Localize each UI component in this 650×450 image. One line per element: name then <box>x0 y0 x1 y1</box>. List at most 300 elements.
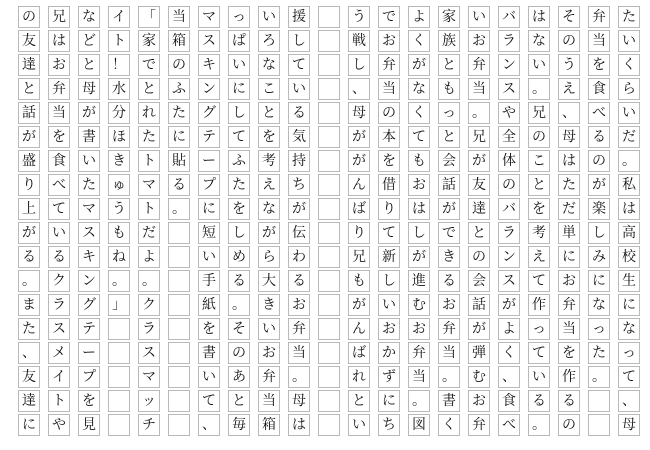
grid-cell: ラ <box>138 318 160 340</box>
grid-cell: 、 <box>18 342 40 364</box>
grid-cell: 会 <box>438 150 460 172</box>
grid-cell: お <box>558 270 580 292</box>
grid-cell: ン <box>198 78 220 100</box>
grid-cell: 水 <box>108 78 130 100</box>
grid-cell: ト <box>138 150 160 172</box>
grid-cell: し <box>228 102 250 124</box>
grid-cell: で <box>138 54 160 76</box>
grid-cell: っ <box>528 318 550 340</box>
grid-cell: り <box>18 174 40 196</box>
grid-cell: ！ <box>108 54 130 76</box>
grid-cell <box>168 246 190 268</box>
grid-cell: が <box>408 246 430 268</box>
grid-cell: べ <box>498 414 520 436</box>
grid-cell: っ <box>228 6 250 28</box>
grid-cell: し <box>288 30 310 52</box>
grid-cell: 弁 <box>288 318 310 340</box>
grid-cell <box>108 318 130 340</box>
grid-cell: 戦 <box>348 30 370 52</box>
grid-cell: る <box>288 102 310 124</box>
grid-cell: く <box>438 414 460 436</box>
grid-cell: 弁 <box>438 318 460 340</box>
grid-cell: テ <box>78 318 100 340</box>
grid-cell: ら <box>618 78 640 100</box>
grid-cell: ふ <box>228 150 250 172</box>
grid-cell: 話 <box>18 102 40 124</box>
grid-cell: る <box>438 270 460 292</box>
grid-cell: あ <box>228 366 250 388</box>
grid-cell: っ <box>618 342 640 364</box>
grid-cell: を <box>378 150 400 172</box>
grid-cell <box>108 390 130 412</box>
grid-cell: と <box>348 390 370 412</box>
grid-cell: 校 <box>618 246 640 268</box>
grid-cell: 。 <box>408 390 430 412</box>
manuscript-column <box>528 6 552 438</box>
grid-cell: の <box>228 342 250 364</box>
grid-cell: 体 <box>498 150 520 172</box>
grid-cell: が <box>588 174 610 196</box>
grid-cell: ば <box>348 198 370 220</box>
grid-cell: の <box>378 102 400 124</box>
grid-cell: 族 <box>438 30 460 52</box>
grid-cell: く <box>498 342 520 364</box>
grid-cell: り <box>378 198 400 220</box>
grid-cell: 母 <box>288 390 310 412</box>
grid-cell: く <box>618 54 640 76</box>
grid-cell: メ <box>48 342 70 364</box>
manuscript-column <box>318 6 342 438</box>
grid-cell: 上 <box>18 198 40 220</box>
grid-cell: マ <box>78 198 100 220</box>
grid-cell: だ <box>138 222 160 244</box>
grid-cell: ス <box>498 78 520 100</box>
grid-cell: る <box>18 246 40 268</box>
grid-cell: る <box>558 390 580 412</box>
grid-cell: い <box>198 246 220 268</box>
grid-cell: ゅ <box>108 174 130 196</box>
grid-cell: な <box>588 294 610 316</box>
grid-cell: イ <box>108 6 130 28</box>
grid-cell: 家 <box>438 6 460 28</box>
grid-cell: ス <box>78 222 100 244</box>
grid-cell: て <box>48 198 70 220</box>
grid-cell <box>168 414 190 436</box>
manuscript-column <box>168 6 192 438</box>
grid-cell: 兄 <box>468 126 490 148</box>
grid-cell: ン <box>498 246 520 268</box>
grid-cell: と <box>438 54 460 76</box>
grid-cell: ー <box>78 342 100 364</box>
grid-cell <box>318 414 340 436</box>
grid-cell: で <box>438 222 460 244</box>
grid-cell: に <box>378 390 400 412</box>
grid-cell: ン <box>78 270 100 292</box>
grid-cell <box>318 246 340 268</box>
manuscript-column <box>78 6 102 438</box>
grid-cell: き <box>108 150 130 172</box>
grid-cell: う <box>108 198 130 220</box>
grid-cell: は <box>558 150 580 172</box>
manuscript-column <box>588 6 612 438</box>
grid-cell: 食 <box>588 78 610 100</box>
grid-cell: ど <box>78 30 100 52</box>
grid-cell: 話 <box>468 294 490 316</box>
grid-cell: い <box>348 414 370 436</box>
grid-cell: ン <box>498 54 520 76</box>
grid-cell: 借 <box>378 174 400 196</box>
grid-cell: の <box>588 150 610 172</box>
grid-cell: な <box>528 30 550 52</box>
grid-cell: お <box>438 294 460 316</box>
grid-cell: し <box>378 270 400 292</box>
grid-cell: キ <box>78 246 100 268</box>
grid-cell: 。 <box>168 198 190 220</box>
grid-cell: そ <box>558 6 580 28</box>
grid-cell: も <box>108 222 130 244</box>
grid-cell: と <box>468 222 490 244</box>
grid-cell: え <box>558 78 580 100</box>
grid-cell: に <box>558 246 580 268</box>
grid-cell: 当 <box>468 78 490 100</box>
grid-cell: た <box>558 174 580 196</box>
grid-cell: お <box>288 294 310 316</box>
grid-cell: べ <box>48 174 70 196</box>
grid-cell: 当 <box>558 318 580 340</box>
grid-cell: お <box>468 30 490 52</box>
grid-cell: お <box>408 174 430 196</box>
grid-cell <box>168 270 190 292</box>
grid-cell: プ <box>198 174 220 196</box>
grid-cell: て <box>408 126 430 148</box>
grid-cell: グ <box>198 102 220 124</box>
grid-cell: の <box>468 246 490 268</box>
grid-cell: り <box>348 222 370 244</box>
grid-cell: 楽 <box>588 198 610 220</box>
grid-cell: プ <box>78 366 100 388</box>
grid-cell <box>318 390 340 412</box>
grid-cell: て <box>618 366 640 388</box>
grid-cell <box>318 78 340 100</box>
grid-cell: よ <box>138 246 160 268</box>
grid-cell: 作 <box>558 366 580 388</box>
grid-cell: は <box>48 30 70 52</box>
grid-cell <box>168 318 190 340</box>
grid-cell: 弁 <box>468 54 490 76</box>
grid-cell: 書 <box>438 390 460 412</box>
grid-cell <box>318 150 340 172</box>
grid-cell: ん <box>348 174 370 196</box>
grid-cell: え <box>258 174 280 196</box>
grid-cell: を <box>78 390 100 412</box>
grid-cell: う <box>348 6 370 28</box>
grid-cell: だ <box>618 126 640 148</box>
grid-cell: む <box>408 294 430 316</box>
manuscript-column <box>228 6 252 438</box>
grid-cell <box>318 126 340 148</box>
grid-cell: い <box>288 78 310 100</box>
grid-cell <box>168 342 190 364</box>
grid-cell: 。 <box>108 270 130 292</box>
grid-cell: 会 <box>468 270 490 292</box>
grid-cell: る <box>228 270 250 292</box>
grid-cell: イ <box>48 366 70 388</box>
grid-cell: テ <box>198 126 220 148</box>
grid-cell: ト <box>108 30 130 52</box>
grid-cell: る <box>48 246 70 268</box>
grid-cell: く <box>408 102 430 124</box>
grid-cell: ち <box>378 414 400 436</box>
grid-cell: 見 <box>78 414 100 436</box>
grid-cell: だ <box>558 198 580 220</box>
grid-cell: ス <box>48 318 70 340</box>
grid-cell: 、 <box>618 390 640 412</box>
manuscript-sheet <box>10 6 642 444</box>
grid-cell: の <box>18 6 40 28</box>
grid-cell: し <box>348 54 370 76</box>
grid-cell: 。 <box>528 414 550 436</box>
grid-cell: 弁 <box>588 6 610 28</box>
grid-cell: い <box>618 102 640 124</box>
grid-cell: て <box>528 342 550 364</box>
manuscript-column <box>408 6 432 438</box>
grid-cell: て <box>228 126 250 148</box>
grid-cell: も <box>348 270 370 292</box>
grid-cell: い <box>528 54 550 76</box>
grid-cell: 当 <box>168 6 190 28</box>
grid-cell: し <box>588 222 610 244</box>
grid-cell: を <box>528 198 550 220</box>
grid-cell <box>318 198 340 220</box>
grid-cell: が <box>258 222 280 244</box>
manuscript-column <box>378 6 402 438</box>
grid-cell: な <box>258 54 280 76</box>
manuscript-column <box>618 6 642 438</box>
grid-cell: ラ <box>48 294 70 316</box>
grid-cell: 当 <box>408 366 430 388</box>
grid-cell: 短 <box>198 222 220 244</box>
grid-cell <box>318 30 340 52</box>
grid-cell: 援 <box>288 6 310 28</box>
grid-cell <box>318 6 340 28</box>
grid-cell: 手 <box>198 270 220 292</box>
grid-cell: お <box>258 342 280 364</box>
grid-cell: の <box>558 414 580 436</box>
grid-cell: の <box>558 30 580 52</box>
grid-cell: や <box>498 102 520 124</box>
grid-cell: 当 <box>48 102 70 124</box>
grid-cell: 弁 <box>258 366 280 388</box>
grid-cell <box>318 222 340 244</box>
grid-cell: ラ <box>498 222 520 244</box>
grid-cell: 全 <box>498 126 520 148</box>
grid-cell: ー <box>198 150 220 172</box>
manuscript-column <box>138 6 162 438</box>
grid-cell: た <box>18 318 40 340</box>
manuscript-column <box>438 6 462 438</box>
grid-cell: が <box>78 102 100 124</box>
grid-cell: な <box>258 198 280 220</box>
grid-cell <box>108 414 130 436</box>
grid-cell: を <box>198 318 220 340</box>
grid-cell: 母 <box>348 102 370 124</box>
grid-cell: 達 <box>18 390 40 412</box>
grid-cell: に <box>18 414 40 436</box>
grid-cell: る <box>588 126 610 148</box>
grid-cell: み <box>588 246 610 268</box>
grid-cell: よ <box>498 318 520 340</box>
grid-cell: 気 <box>288 126 310 148</box>
grid-cell: わ <box>288 246 310 268</box>
grid-cell: 紙 <box>198 294 220 316</box>
grid-cell: が <box>468 150 490 172</box>
grid-cell <box>318 174 340 196</box>
grid-cell: と <box>528 174 550 196</box>
grid-cell: て <box>528 270 550 292</box>
grid-cell: い <box>228 54 250 76</box>
grid-cell: 母 <box>618 414 640 436</box>
grid-cell: を <box>228 198 250 220</box>
grid-cell: こ <box>258 78 280 100</box>
grid-cell: う <box>558 54 580 76</box>
grid-cell: バ <box>498 6 520 28</box>
grid-cell: む <box>468 366 490 388</box>
grid-cell: が <box>408 54 430 76</box>
manuscript-column <box>348 6 372 438</box>
grid-cell: い <box>258 6 280 28</box>
grid-cell: バ <box>498 198 520 220</box>
grid-cell <box>168 222 190 244</box>
grid-cell: 弁 <box>468 414 490 436</box>
grid-cell: ク <box>138 294 160 316</box>
grid-cell: ク <box>48 270 70 292</box>
grid-cell: や <box>48 414 70 436</box>
grid-cell: 弁 <box>408 342 430 364</box>
grid-cell <box>318 366 340 388</box>
grid-cell: 分 <box>108 102 130 124</box>
manuscript-column <box>468 6 492 438</box>
grid-cell: 伝 <box>288 222 310 244</box>
grid-cell: れ <box>138 102 160 124</box>
grid-cell: 弾 <box>468 342 490 364</box>
grid-cell: 新 <box>378 246 400 268</box>
grid-cell: 、 <box>558 102 580 124</box>
grid-cell: の <box>498 174 520 196</box>
grid-cell <box>318 318 340 340</box>
grid-cell: 。 <box>138 270 160 292</box>
grid-cell: し <box>228 222 250 244</box>
grid-cell: も <box>438 78 460 100</box>
grid-cell: が <box>498 294 520 316</box>
grid-cell: 。 <box>618 150 640 172</box>
grid-cell: き <box>438 246 460 268</box>
grid-cell: 書 <box>198 342 220 364</box>
grid-cell: い <box>528 366 550 388</box>
grid-cell: ら <box>258 246 280 268</box>
grid-cell <box>168 390 190 412</box>
grid-cell: チ <box>138 414 160 436</box>
grid-cell: て <box>378 222 400 244</box>
grid-cell: 当 <box>288 342 310 364</box>
grid-cell: 。 <box>228 294 250 316</box>
grid-cell: 弁 <box>558 294 580 316</box>
grid-cell: こ <box>528 150 550 172</box>
grid-cell: い <box>378 294 400 316</box>
grid-cell: 食 <box>498 390 520 412</box>
grid-cell: 家 <box>138 30 160 52</box>
grid-cell: ト <box>138 198 160 220</box>
grid-cell: 、 <box>198 414 220 436</box>
grid-cell: 進 <box>408 270 430 292</box>
grid-cell: い <box>618 30 640 52</box>
grid-cell: た <box>588 342 610 364</box>
grid-cell: て <box>288 54 310 76</box>
grid-cell: な <box>618 318 640 340</box>
grid-cell: 当 <box>258 390 280 412</box>
grid-cell: っ <box>438 102 460 124</box>
grid-cell: が <box>438 198 460 220</box>
grid-cell <box>318 102 340 124</box>
grid-cell: が <box>348 150 370 172</box>
grid-cell: い <box>198 366 220 388</box>
grid-cell: お <box>408 318 430 340</box>
grid-cell <box>588 390 610 412</box>
grid-cell: が <box>288 198 310 220</box>
grid-cell: き <box>258 294 280 316</box>
grid-cell: 母 <box>558 126 580 148</box>
grid-cell <box>168 294 190 316</box>
grid-cell: 兄 <box>348 246 370 268</box>
grid-cell: は <box>288 414 310 436</box>
grid-cell <box>168 366 190 388</box>
grid-cell: ト <box>48 390 70 412</box>
grid-cell: ス <box>198 30 220 52</box>
grid-cell: 盛 <box>18 150 40 172</box>
grid-cell: 生 <box>618 270 640 292</box>
grid-cell: 、 <box>498 366 520 388</box>
grid-cell: を <box>258 126 280 148</box>
grid-cell: い <box>258 318 280 340</box>
grid-cell: た <box>138 126 160 148</box>
grid-cell: お <box>378 30 400 52</box>
grid-cell: な <box>408 78 430 100</box>
grid-cell: べ <box>588 102 610 124</box>
grid-cell: た <box>78 174 100 196</box>
grid-cell: 。 <box>468 102 490 124</box>
grid-cell: 図 <box>408 414 430 436</box>
grid-cell: お <box>378 318 400 340</box>
grid-cell <box>318 342 340 364</box>
grid-cell: 単 <box>558 222 580 244</box>
grid-cell: 達 <box>468 198 490 220</box>
grid-cell: は <box>528 6 550 28</box>
manuscript-column <box>48 6 72 438</box>
grid-cell: め <box>228 246 250 268</box>
grid-cell: く <box>408 30 430 52</box>
grid-cell: 友 <box>18 30 40 52</box>
grid-cell: に <box>588 270 610 292</box>
grid-cell: ち <box>288 174 310 196</box>
grid-cell: ふ <box>168 78 190 100</box>
grid-cell: る <box>528 390 550 412</box>
grid-cell: 弁 <box>378 54 400 76</box>
grid-cell: る <box>168 174 190 196</box>
grid-cell: と <box>78 54 100 76</box>
grid-cell: が <box>18 126 40 148</box>
grid-cell: 大 <box>258 270 280 292</box>
grid-cell: 母 <box>78 78 100 100</box>
grid-cell: マ <box>138 174 160 196</box>
